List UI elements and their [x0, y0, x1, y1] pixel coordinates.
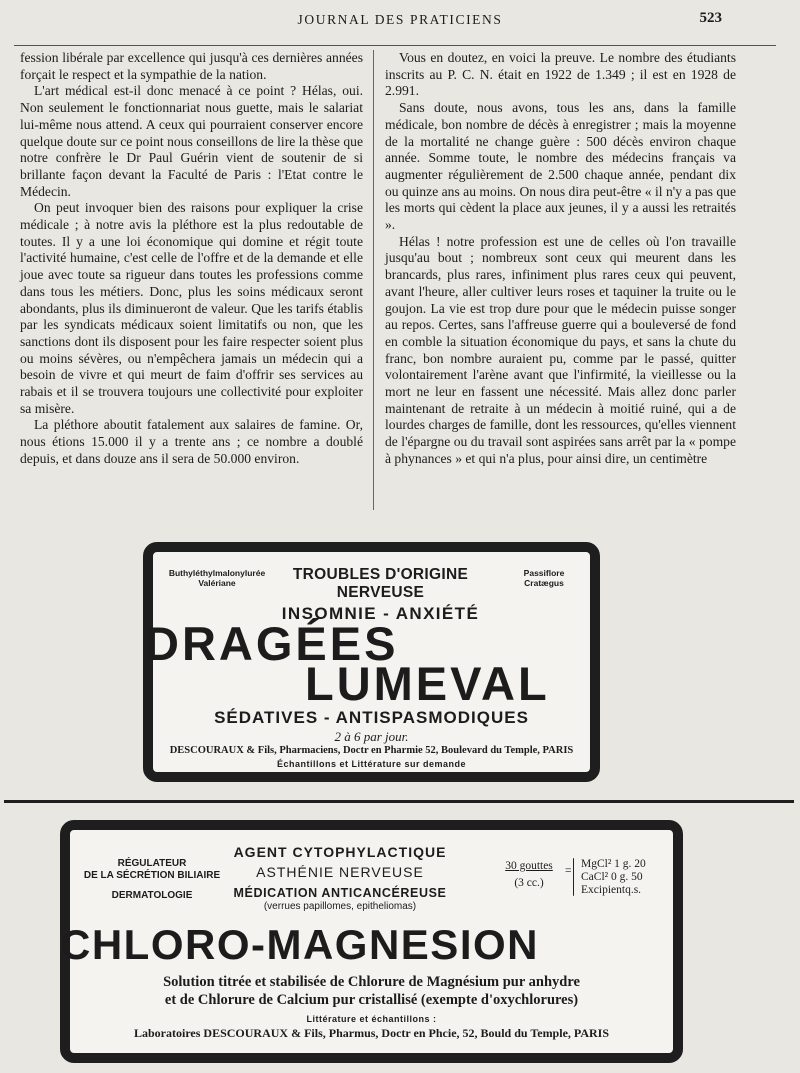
ingredients-right: Passiflore Cratægus	[523, 568, 565, 588]
brand-name-line1: DRAGÉES	[145, 617, 399, 670]
dosage: 2 à 6 par jour.	[334, 729, 409, 744]
samples-note: Échantillons et Littérature sur demande	[276, 759, 467, 769]
brand-name: CHLORO-MAGNESION	[60, 921, 539, 968]
laboratory-address: DESCOURAUX & Fils, Pharmaciens, Doctr en Pharmie 52, Boulevard du Temple, PARIS	[169, 745, 574, 756]
ad-separator	[4, 800, 794, 803]
formula-dose-top: 30 gouttes	[505, 860, 553, 872]
paragraph: fession libérale par excellence qui jusqu'à ces dernières années forçait le respect et la sympathie de la nation.	[20, 50, 363, 82]
agent-heading: AGENT CYTOPHYLACTIQUE	[233, 844, 447, 860]
indication-line: RÉGULATEUR	[117, 858, 187, 869]
indication-asthenie: ASTHÉNIE NERVEUSE	[256, 864, 424, 880]
advertisement-lumeval	[143, 542, 600, 782]
brace-icon	[573, 858, 574, 896]
article-right-column	[385, 50, 736, 468]
brand-name-line2: LUMEVAL	[305, 657, 550, 710]
paragraph: Hélas ! notre profession est une de celles où l'on travaille jusqu'au bout ; nombreux sont ceux qui meurent dans les brancards, plus rares, infiniment plus rares ceux qui peuvent, avant l'heure, aller cultiver leurs roses et taquiner la truite ou le goujon. La vie est trop dure pour que le médecin puisse songer au repos. Certes, sans l'affreuse guerre qui a bouleversé de fond en comble la situation économique du pays, et sans la chute du franc, bon nombre auraient pu, comme par le passé, quitter volontairement l'arène avant que l'infirmité, la vieillesse ou la mort ne leur en fassent une nécessité. Mais allez donc parler maintenant de retraite à un médecin à moitié ruiné, qui a de lourdes charges de famille, dont les ressources, qu'elles viennent de l'épargne ou du travail sont aspirées sans arrêt par la « pompe à phynances » et qui n'a plus, pour ainsi dire, un centimètre	[385, 233, 736, 466]
formula-item: CaCl² 0 g. 50	[581, 871, 643, 883]
indication-line: DE LA SÉCRÉTION BILIAIRE	[83, 870, 221, 881]
indication-line: INSOMNIE - ANXIÉTÉ	[281, 604, 480, 623]
formula-items	[581, 858, 646, 897]
header-rule	[14, 45, 776, 46]
paragraph: L'art médical est-il donc menacé à ce point ? Hélas, oui. Non seulement le fonctionnariat nous guette, mais le salariat lui-même nous attend. A ceux qui pourraient conserver encore quelque doute sur ce point nous conseillons de lire la thèse que notre confrère le Dr Paul Guérin vient de soutenir de si brillante façon devant la Faculté de Paris : l'Etat contre le Médecin.	[20, 83, 363, 199]
indication-line: TROUBLES D'ORIGINE NERVEUSE	[292, 566, 469, 601]
samples-note: Littérature et échantillons :	[306, 1014, 437, 1024]
advertisement-chloro-magnesion	[60, 820, 683, 1063]
paragraph: Sans doute, nous avons, tous les ans, dans la famille médicale, bon nombre de décès à enregistrer ; mais la moyenne de la mortalité ne change guère : 500 décès environ chaque année. Somme toute, le nombre des médecins français va augmenter régulièrement de 2.500 chaque année, pendant dix ou quinze ans au moins. On nous dira peut-être « il n'y a pas que les morts qui cèdent la place aux jeunes, il y a aussi les retraités ».	[385, 100, 736, 233]
paragraph: Vous en doutez, en voici la preuve. Le nombre des étudiants inscrits au P. C. N. était en 1922 de 1.349 ; il est en 1928 de 2.991.	[385, 50, 736, 99]
indication-medication: MÉDICATION ANTICANCÉREUSE	[233, 886, 447, 900]
ingredients-left: Buthyléthylmalonylurée Valériane	[168, 568, 266, 588]
formula-dose	[495, 860, 563, 890]
paragraph: La pléthore aboutit fatalement aux salaires de famine. Or, nous étions 15.000 il y a trente ans ; ce nombre a doublé depuis, et dans douze ans il sera de 50.000 environ.	[20, 417, 363, 466]
running-title: JOURNAL DES PRATICIENS	[297, 12, 503, 27]
formula-item: Excipientq.s.	[581, 884, 642, 896]
indications-left	[82, 858, 222, 902]
indication-line: DERMATOLOGIE	[111, 890, 193, 901]
formula-dose-bottom: (3 cc.)	[514, 877, 544, 889]
product-properties: SÉDATIVES - ANTISPASMODIQUES	[214, 708, 529, 727]
indications	[263, 566, 498, 624]
column-divider	[373, 50, 374, 510]
article-left-column	[20, 50, 363, 468]
paragraph: On peut invoquer bien des raisons pour expliquer la crise médicale ; à notre avis la pléthore est la plus redoutable de toutes. Il y a une loi économique qui domine et régit toute l'activité humaine, c'est celle de l'offre et de la demande et elle joue avec toute sa rigueur dans toutes les professions comme dans tous les métiers. Donc, plus les soins médicaux seront abondants, plus ils diminueront de valeur. Que les tarifs établis par les syndicats médicaux soient limitatifs ou non, que les sanctions dont ils disposent pour les faire respecter soient plus ou moins sévères, ou n'empêchera jamais un médecin qui a besoin de vivre et qui meurt de faim d'offrir ses services au rabais et il se trouvera toujours une collectivité pour exploiter sa misère.	[20, 200, 363, 416]
laboratory-address: Laboratoires DESCOURAUX & Fils, Pharmus, Doctr en Phcie, 52, Bould du Temple, PARIS	[133, 1026, 610, 1040]
formula-equals: =	[565, 865, 572, 877]
page-number: 523	[699, 10, 722, 26]
description-line: Solution titrée et stabilisée de Chlorure de Magnésium pur anhydre	[163, 974, 580, 990]
formula-item: MgCl² 1 g. 20	[581, 858, 646, 870]
medication-note: (verrues papillomes, epitheliomas)	[263, 901, 417, 912]
description-line: et de Chlorure de Calcium pur cristallisé (exempte d'oxychlorures)	[164, 992, 579, 1008]
page-header	[0, 8, 800, 38]
